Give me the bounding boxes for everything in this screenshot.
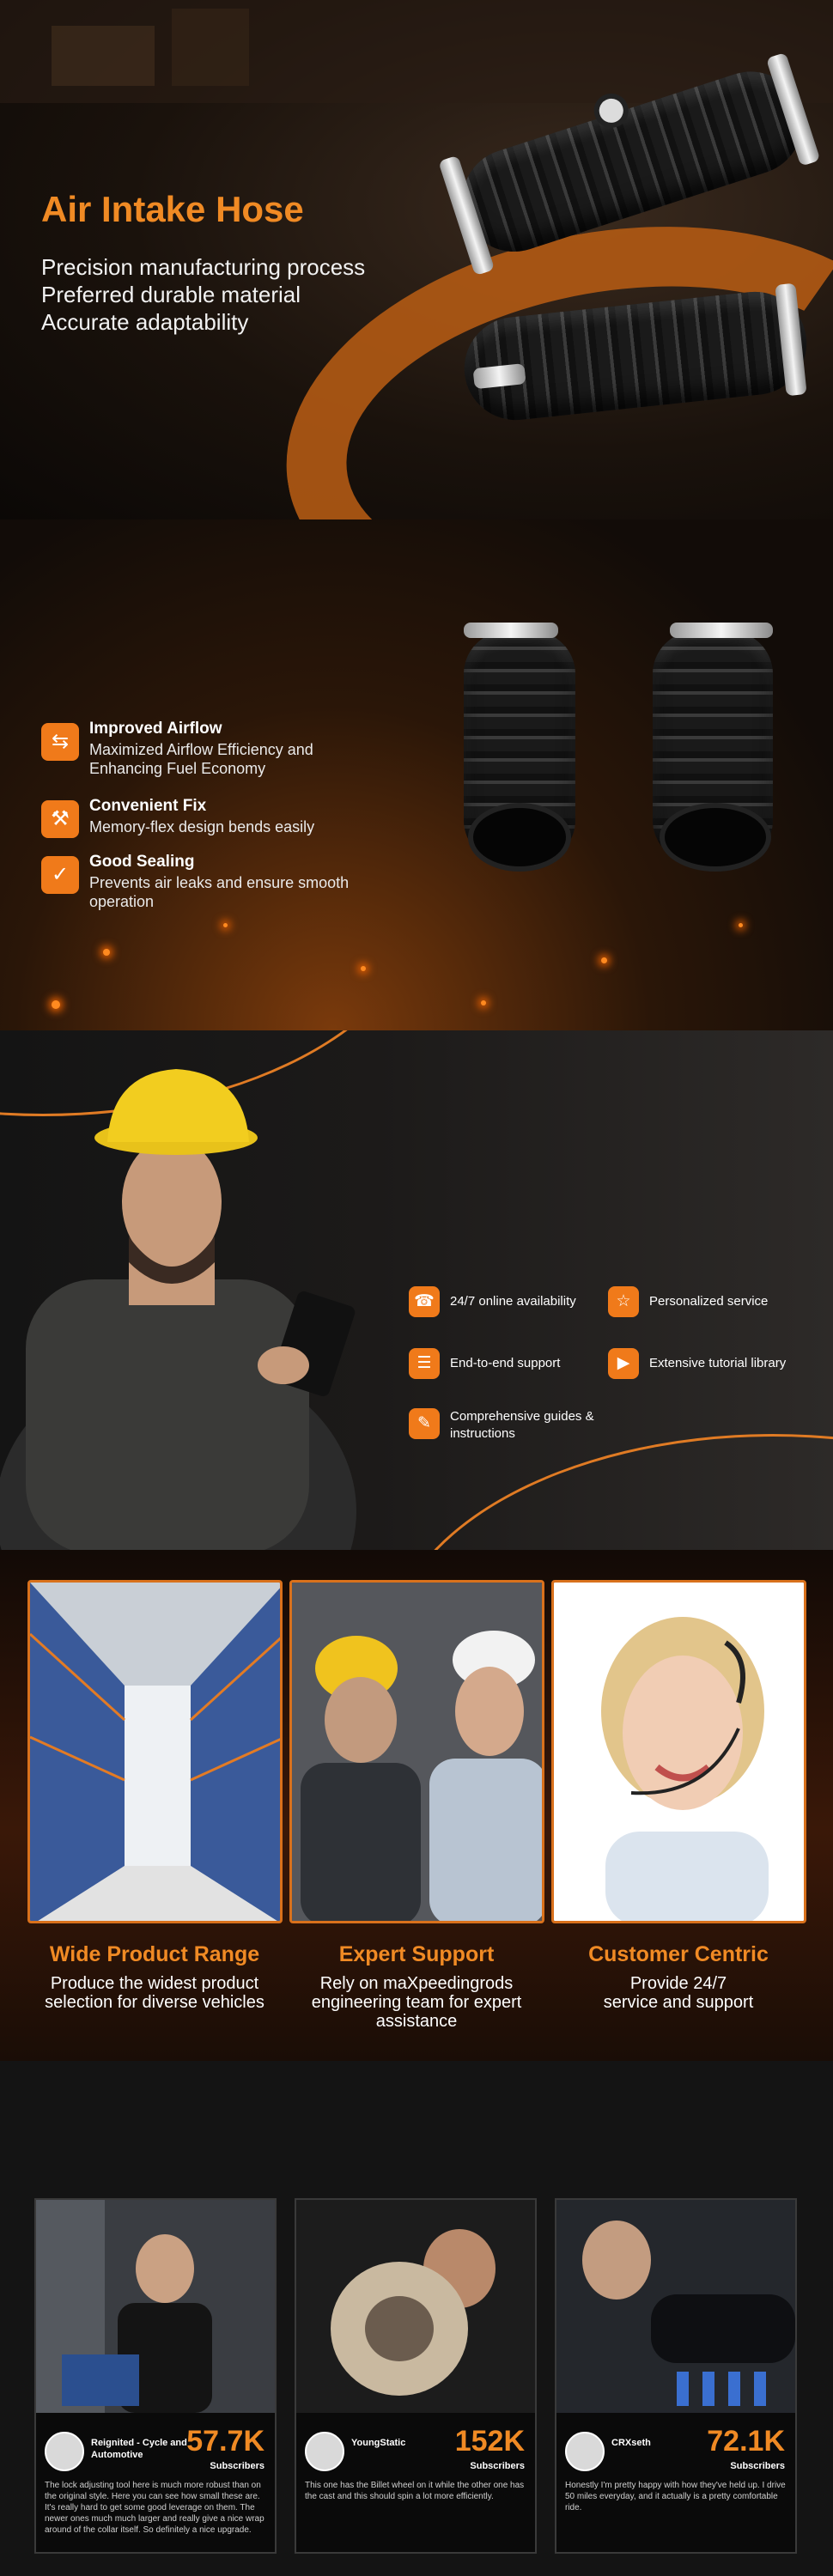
influencer-quote: The lock adjusting tool here is much more robust than on the original style. Here you can see how small these are. It's really hard to get some good leverage on them. The newer ones much much larger and really give a nice wrap around of the collar itself. So definitely a nice upgrade.: [45, 2481, 264, 2535]
influencer-quote: This one has the Billet wheel on it while the other one has the cast and this should spin a lot more efficiently.: [305, 2481, 525, 2501]
wrench-icon: ⚒: [41, 800, 79, 838]
subscribers-label: Subscribers: [470, 2461, 525, 2471]
advantage-text: Maximized Airflow Efficiency and Enhancing Fuel Economy: [89, 741, 313, 777]
service-label: Comprehensive guides & instructions: [450, 1409, 594, 1441]
subscriber-count: 72.1K: [707, 2425, 785, 2458]
influencer-name: YoungStatic: [351, 2438, 406, 2448]
influencer-quote: Honestly I'm pretty happy with how they've held up. I drive 50 miles everyday, and it actually is a pretty comfortable ride.: [565, 2481, 786, 2512]
subscribers-label: Subscribers: [730, 2461, 785, 2471]
star-icon: ☆: [608, 1286, 639, 1317]
feature-title: Wide Product Range: [49, 1942, 260, 1966]
hose-image-left: [447, 614, 593, 872]
shield-icon: ✓: [41, 856, 79, 894]
influencer-photo: [296, 2200, 535, 2413]
influencer-name: CRXseth: [611, 2438, 651, 2448]
service-item: [409, 1286, 598, 1321]
feature-title: Customer Centric: [588, 1942, 769, 1966]
service-item: [409, 1408, 606, 1443]
advantage-title: Convenient Fix: [89, 797, 207, 815]
subscribers-label: Subscribers: [210, 2461, 264, 2471]
headset-icon: ☎: [409, 1286, 440, 1317]
influencer-name: Reignited - Cycle and Automotive: [91, 2438, 187, 2460]
document-icon: ☰: [409, 1348, 440, 1379]
feature-text: Produce the widest product selection for diverse vehicles: [45, 1974, 264, 2012]
feature-text: Rely on maXpeedingrods engineering team for expert assistance: [311, 1974, 522, 2031]
support-agent-image: [554, 1583, 806, 1923]
influencer-photo: [556, 2200, 795, 2413]
service-label: Personalized service: [649, 1294, 769, 1309]
influencer-card: [295, 2198, 537, 2554]
service-label: 24/7 online availability: [450, 1294, 576, 1309]
avatar: [305, 2432, 344, 2471]
hero-section: [0, 0, 833, 519]
influencer-card: [555, 2198, 797, 2554]
service-label: Extensive tutorial library: [649, 1356, 787, 1370]
engineers-image-card: [289, 1580, 544, 1923]
airflow-icon: ⇆: [41, 723, 79, 761]
video-icon: ▶: [608, 1348, 639, 1379]
advantage-text: Prevents air leaks and ensure smooth operation: [89, 874, 350, 910]
worker-with-tablet-image: [0, 1030, 361, 1550]
warehouse-image: [30, 1583, 283, 1923]
service-item: [608, 1348, 806, 1382]
engineers-image: [292, 1583, 544, 1923]
feature-text: Provide 24/7 service and support: [603, 1974, 754, 2012]
advantage-item: [41, 797, 385, 840]
hero-feature-line: Preferred durable material: [41, 282, 301, 307]
warehouse-image-card: [27, 1580, 283, 1923]
advantage-item: [41, 853, 385, 910]
hero-feature-line: Precision manufacturing process: [41, 254, 366, 280]
service-label: End-to-end support: [450, 1356, 561, 1370]
subscriber-count: 57.7K: [186, 2425, 264, 2458]
avatar: [45, 2432, 84, 2471]
advantage-title: Good Sealing: [89, 853, 195, 871]
hose-image-right: [635, 614, 790, 872]
advantage-item: [41, 720, 385, 777]
support-agent-image-card: [551, 1580, 806, 1923]
influencer-photo: [36, 2200, 275, 2413]
advantage-text: Memory-flex design bends easily: [89, 818, 315, 835]
hero-title: Air Intake Hose: [41, 189, 304, 229]
influencer-card: [34, 2198, 277, 2554]
hero-feature-list: [41, 253, 365, 336]
service-item: [608, 1286, 797, 1321]
service-item: [409, 1348, 598, 1382]
guide-icon: ✎: [409, 1408, 440, 1439]
hero-feature-line: Accurate adaptability: [41, 309, 249, 335]
avatar: [565, 2432, 605, 2471]
feature-title: Expert Support: [338, 1942, 495, 1966]
subscriber-count: 152K: [454, 2425, 525, 2458]
advantage-title: Improved Airflow: [89, 720, 222, 738]
